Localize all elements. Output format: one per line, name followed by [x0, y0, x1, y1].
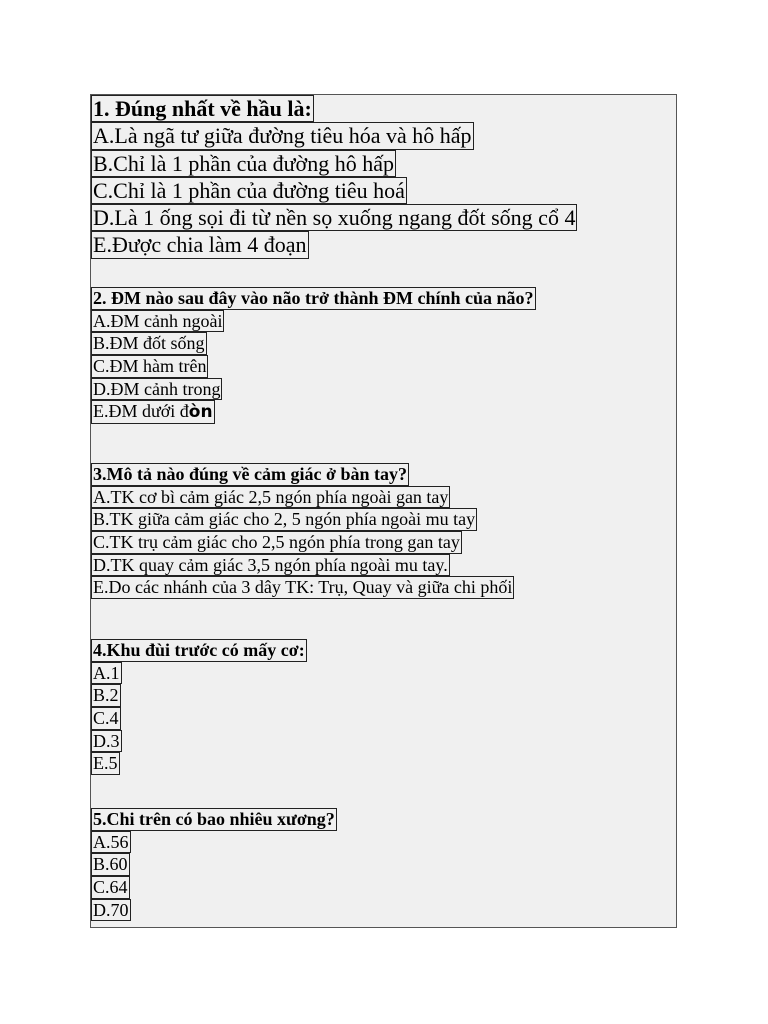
question-5-title: 5.Chi trên có bao nhiêu xương?	[93, 809, 335, 829]
question-3	[91, 463, 514, 599]
question-2-option-b[interactable]: B.ĐM đốt sống	[93, 333, 205, 354]
question-3-option-c[interactable]: C.TK trụ cảm giác cho 2,5 ngón phía trong gan tay	[93, 532, 460, 553]
question-4-option-b[interactable]: B.2	[93, 685, 119, 706]
question-3-title: 3.Mô tả nào đúng về cảm giác ở bàn tay?	[93, 464, 407, 484]
question-2-title: 2. ĐM nào sau đây vào não trở thành ĐM chính của não?	[93, 288, 534, 308]
question-2-option-e-prefix: E.ĐM dưới đ	[93, 401, 189, 422]
question-3-option-b[interactable]: B.TK giữa cảm giác cho 2, 5 ngón phía ngoài mu tay	[93, 509, 476, 530]
question-4-option-c[interactable]: C.4	[93, 708, 119, 729]
question-2-option-d[interactable]: D.ĐM cảnh trong	[93, 378, 221, 399]
question-1-option-e[interactable]: E.Được chia làm 4 đoạn	[93, 232, 307, 258]
question-2-option-c[interactable]: C.ĐM hàm trên	[93, 356, 207, 377]
question-2-option-e[interactable]	[91, 400, 215, 424]
question-4-option-a[interactable]: A.1	[93, 662, 120, 683]
question-4-option-e[interactable]: E.5	[93, 753, 118, 774]
question-5-option-c[interactable]: C.64	[93, 877, 128, 898]
question-4-title: 4.Khu đùi trước có mấy cơ:	[93, 640, 305, 660]
question-5	[91, 808, 337, 921]
question-1-option-b[interactable]: B.Chỉ là 1 phần của đường hô hấp	[93, 150, 394, 176]
question-5-option-b[interactable]: B.60	[93, 854, 128, 875]
question-1	[91, 95, 577, 259]
question-2	[91, 287, 536, 424]
question-5-option-d[interactable]: D.70	[93, 899, 129, 920]
question-1-option-d[interactable]: D.Là 1 ống sọi đi từ nền sọ xuống ngang đốt sống cổ 4	[93, 205, 576, 231]
quiz-sheet	[90, 94, 677, 928]
question-2-option-a[interactable]: A.ĐM cảnh ngoài	[93, 310, 223, 331]
question-3-option-d[interactable]: D.TK quay cảm giác 3,5 ngón phía ngoài mu tay.	[93, 554, 448, 575]
question-3-option-a[interactable]: A.TK cơ bì cảm giác 2,5 ngón phía ngoài gan tay	[93, 486, 449, 507]
question-1-title: 1. Đúng nhất về hầu là:	[93, 96, 312, 121]
question-5-option-a[interactable]: A.56	[93, 831, 129, 852]
question-3-option-e[interactable]: E.Do các nhánh của 3 dây TK: Trụ, Quay và giữa chi phối	[93, 577, 513, 598]
question-1-option-a[interactable]: A.Là ngã tư giữa đường tiêu hóa và hô hấp	[93, 123, 472, 149]
question-2-option-e-tail: òn	[188, 402, 213, 423]
question-4-option-d[interactable]: D.3	[93, 730, 120, 751]
question-4	[91, 639, 307, 775]
question-1-option-c[interactable]: C.Chỉ là 1 phần của đường tiêu hoá	[93, 177, 405, 203]
